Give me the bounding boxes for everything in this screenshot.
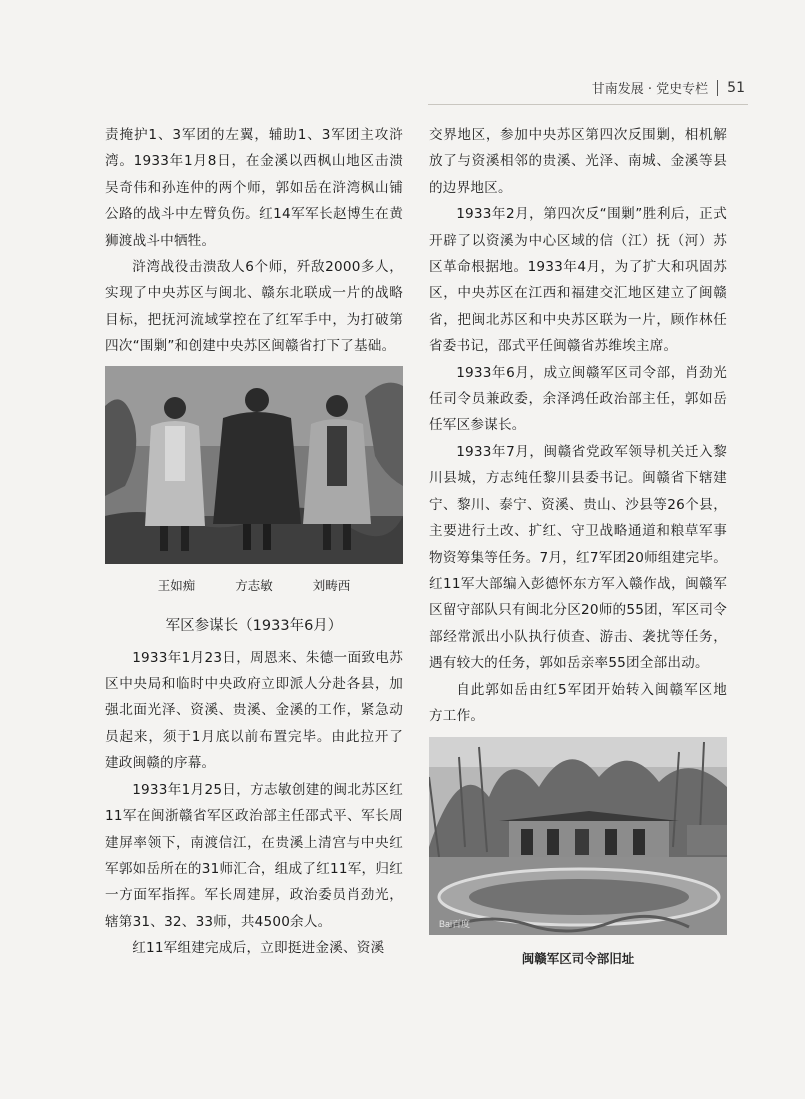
photo-caption xyxy=(105,576,403,594)
old-building-photo-illustration xyxy=(429,737,727,935)
paragraph: 交界地区，参加中央苏区第四次反围剿，相机解放了与资溪相邻的贵溪、光泽、南城、金溪等县的边界地区。 xyxy=(429,127,727,196)
headquarters-site-photo xyxy=(429,737,727,935)
paragraph: 红11军组建完成后，立即挺进金溪、资溪 xyxy=(132,940,385,957)
paragraph: 自此郭如岳由红5军团开始转入闽赣军区地方工作。 xyxy=(429,681,727,724)
paragraph: 1933年7月，闽赣省党政军领导机关迁入黎川县城，方志纯任黎川县委书记。闽赣省下辖建宁、黎川、泰宁、资溪、贵山、沙县等26个县，主要进行土改、扩红、守卫战略通道和粮草军事物资筹集等任务。7月，红7军团20师组建完毕。红11军大部编入彭德怀东方军入赣作战，闽赣军区留守部队只有闽北分区20师的55团，军区司令部经常派出小队执行侦查、游击、袭扰等任务，遇有较大的任务，郭如岳亲率55团全部出动。 xyxy=(429,443,727,672)
paragraph: 1933年1月25日，方志敏创建的闽北苏区红11军在闽浙赣省军区政治部主任邵式平、军长周建屏率领下，南渡信江，在贵溪上清宫与中央红军郭如岳所在的31师汇合，组成了红11军，归红一方面军指挥。军长周建屏，政治委员肖劲光，辖第31、32、33师，共4500余人。 xyxy=(105,781,403,930)
right-column xyxy=(429,122,727,967)
photo-caption: 闽赣军区司令部旧址 xyxy=(521,951,635,967)
header-divider xyxy=(717,80,718,96)
section-heading: 军区参谋长（1933年6月） xyxy=(165,617,343,634)
column-title: 甘南发展 · 党史专栏 xyxy=(591,82,709,97)
three-men-photo-illustration xyxy=(105,366,403,564)
caption-name: 刘畴西 xyxy=(312,577,351,593)
caption-name: 方志敏 xyxy=(235,577,273,593)
paragraph: 1933年6月，成立闽赣军区司令部，肖劲光任司令员兼政委，余泽鸿任政治部主任，郭如岳任军区参谋长。 xyxy=(429,364,727,434)
paragraph: 1933年1月23日，周恩来、朱德一面致电苏区中央局和临时中央政府立即派人分赴各县，加强北面光泽、资溪、贵溪、金溪的工作，紧急动员起来，须于1月底以前布置完毕。由此拉开了建政闽赣的序幕。 xyxy=(105,649,403,772)
paragraph: 1933年2月，第四次反“围剿”胜利后，正式开辟了以资溪为中心区域的信（江）抚（河）苏区革命根据地。1933年4月，为了扩大和巩固苏区，中央苏区在江西和福建交汇地区建立了闽赣省，把闽北苏区和中央苏区联为一片，顾作林任省委书记，邵式平任闽赣省苏维埃主席。 xyxy=(429,206,727,355)
caption-name: 王如痴 xyxy=(157,577,196,593)
page-number: 51 xyxy=(727,79,745,96)
historical-portrait-photo xyxy=(105,366,403,564)
header-rule xyxy=(428,104,748,105)
left-column xyxy=(105,122,403,962)
paragraph: 浒湾战役击溃敌人6个师，歼敌2000多人，实现了中央苏区与闽北、赣东北联成一片的战略目标，把抚河流域掌控在了红军手中，为打破第四次“围剿”和创建中央苏区闽赣省打下了基础。 xyxy=(105,259,403,355)
page-header xyxy=(592,78,745,97)
paragraph: 责掩护1、3军团的左翼，辅助1、3军团主攻浒湾。1933年1月8日，在金溪以西枫山地区击溃吴奇伟和孙连仲的两个师，郭如岳在浒湾枫山铺公路的战斗中左臂负伤。红14军军长赵博生在黄狮渡战斗中牺牲。 xyxy=(105,127,403,249)
watermark-text: Bai百度 xyxy=(439,919,471,930)
